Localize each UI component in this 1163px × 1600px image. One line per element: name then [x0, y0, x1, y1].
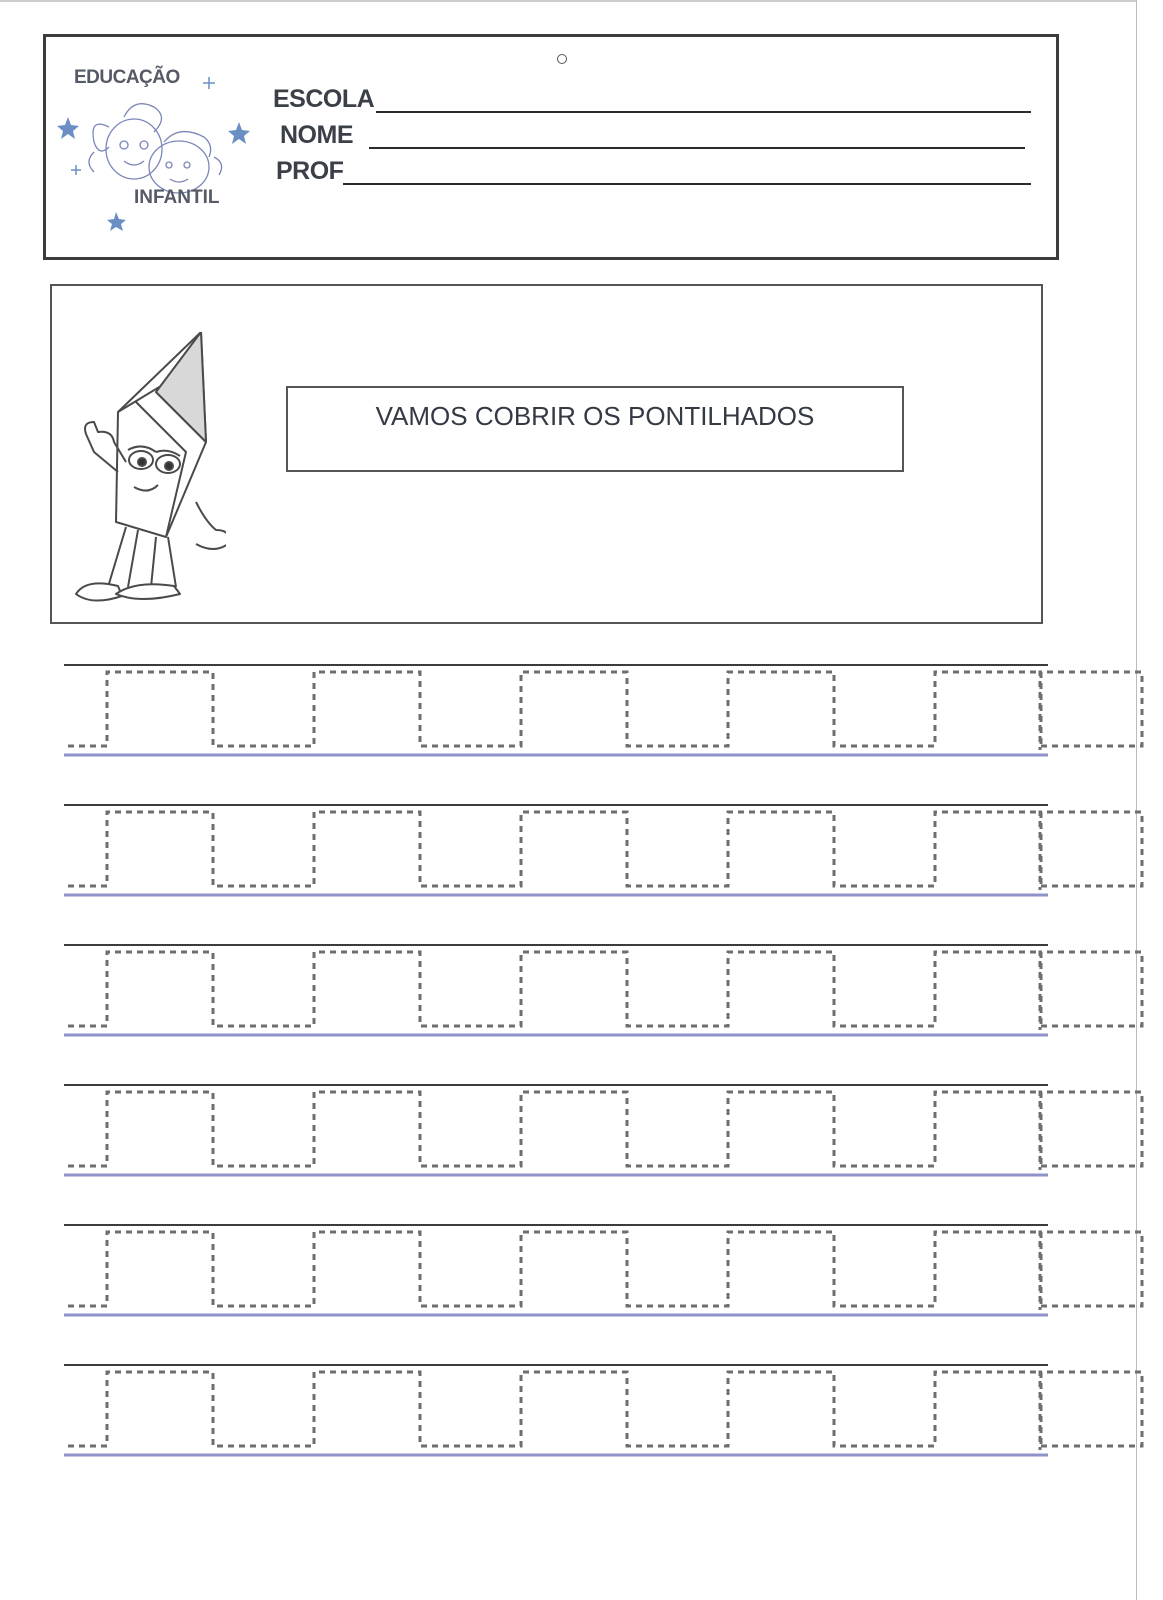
dotted-trace-path[interactable] [68, 952, 1142, 1030]
dotted-trace-path[interactable] [68, 1092, 1142, 1170]
logo-title-top: EDUCAÇÃO [74, 67, 180, 88]
name-label: NOME [280, 121, 353, 149]
dotted-trace-path[interactable] [68, 672, 1142, 750]
school-label: ESCOLA [273, 85, 375, 113]
teacher-label: PROF [276, 157, 344, 185]
instruction-text: VAMOS COBRIR OS PONTILHADOS [375, 401, 815, 431]
logo-title-bottom: INFANTIL [134, 187, 220, 208]
dotted-trace-path[interactable] [68, 1372, 1142, 1450]
dotted-trace-path[interactable] [68, 812, 1142, 890]
dotted-trace-path[interactable] [68, 1232, 1142, 1310]
